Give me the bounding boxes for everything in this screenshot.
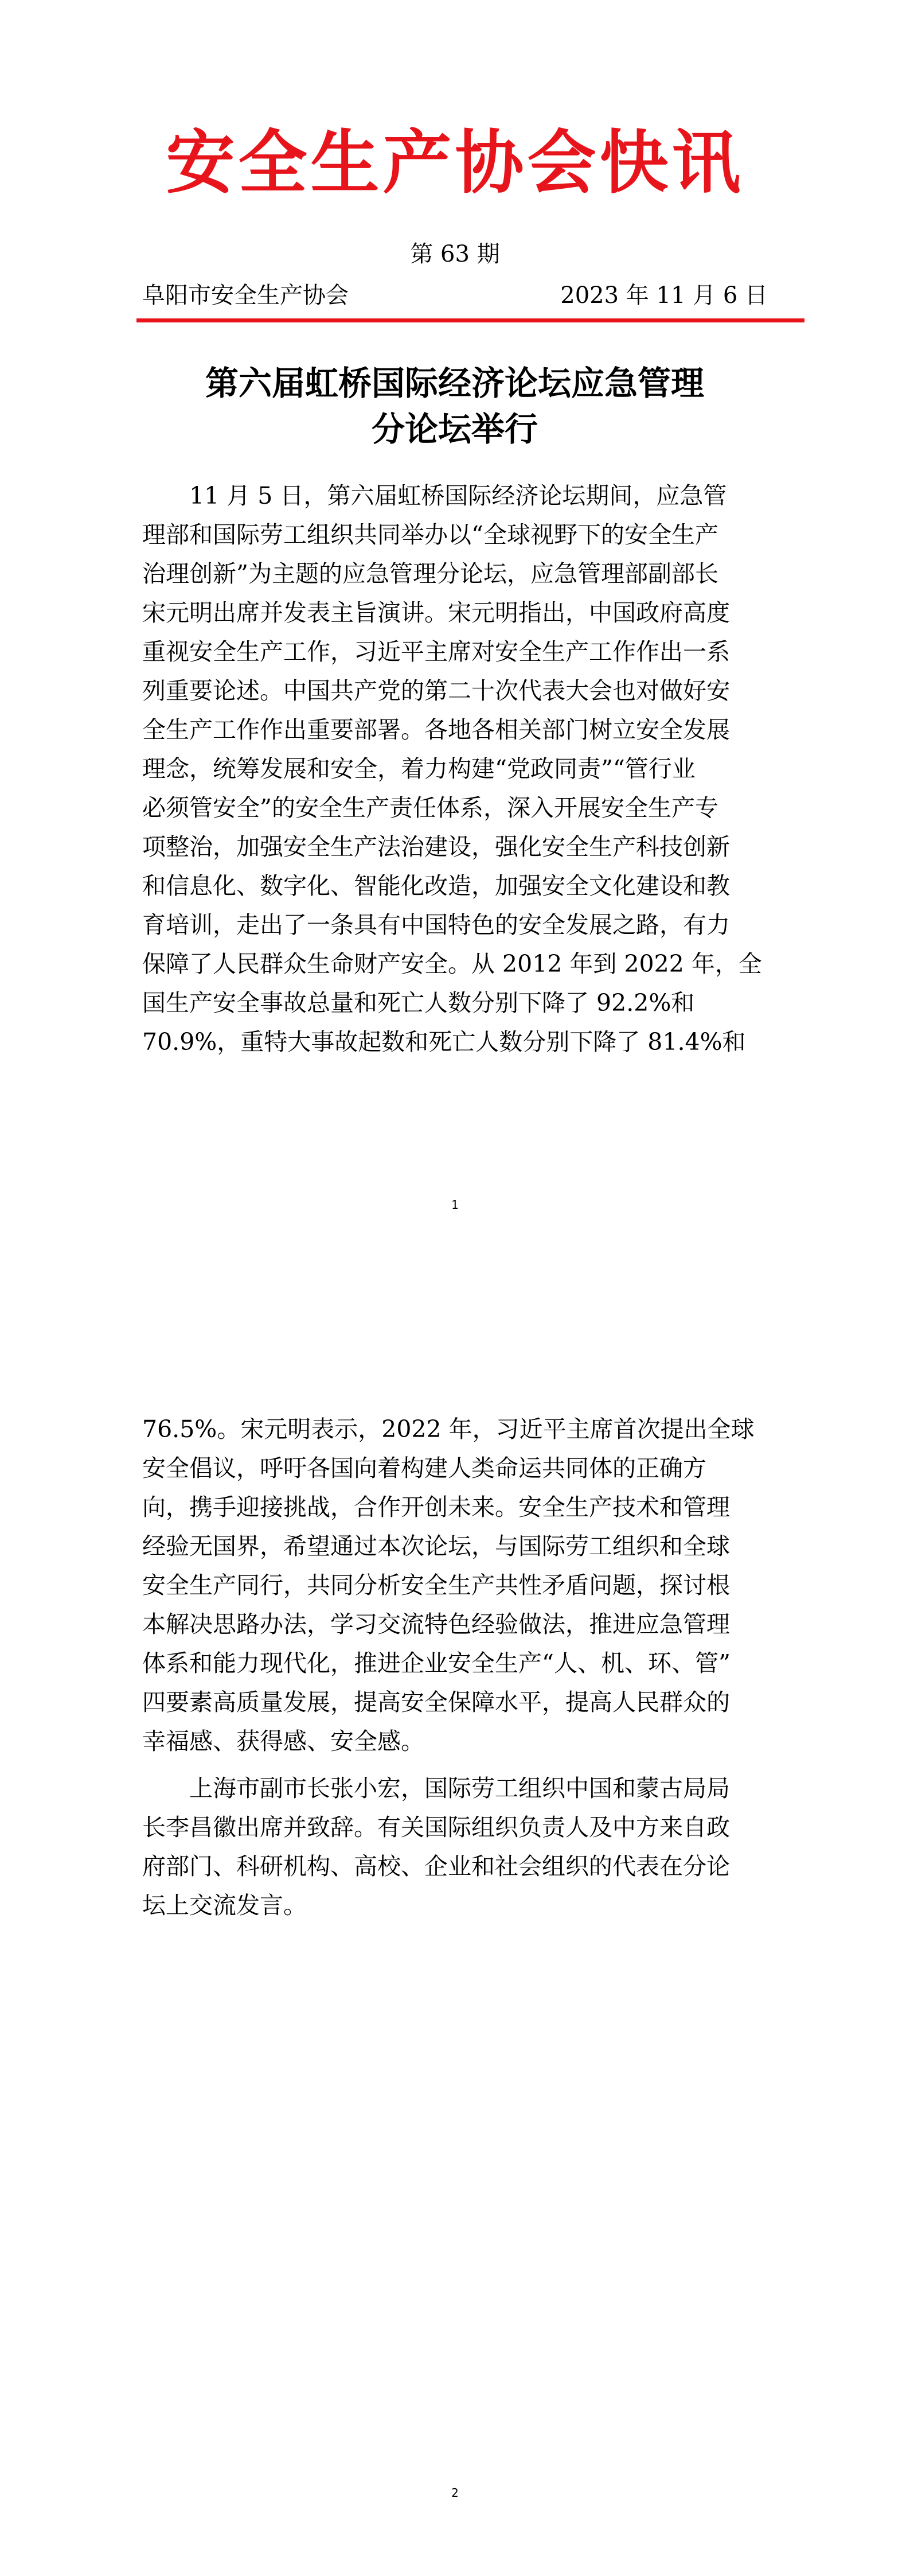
- body-text-line: 和信息化、数字化、智能化改造，加强安全文化建设和教: [142, 872, 730, 900]
- body-text-line: 国生产安全事故总量和死亡人数分别下降了 92.2%和: [142, 989, 695, 1017]
- body-text-line: 重视安全生产工作，习近平主席对安全生产工作作出一系: [142, 638, 730, 666]
- body-text-line: 理念，统筹发展和安全，着力构建“党政同责”“管行业: [142, 755, 696, 783]
- body-text-line: 向，携手迎接挑战，合作开创未来。安全生产技术和管理: [142, 1493, 730, 1521]
- body-text-line: 70.9%，重特大事故起数和死亡人数分别下降了 81.4%和: [142, 1028, 746, 1056]
- issue-number: 第 63 期: [410, 241, 500, 267]
- article-title-line-2: 分论坛举行: [371, 410, 538, 449]
- document-page-2: [0, 1288, 910, 2576]
- page-number-1: 1: [451, 1198, 459, 1212]
- body-text-line: 全生产工作作出重要部署。各地各相关部门树立安全发展: [142, 716, 730, 744]
- body-text-line: 治理创新”为主题的应急管理分论坛，应急管理部副部长: [142, 560, 718, 587]
- article-body-page-2: [142, 1410, 773, 1925]
- body-text-line: 坛上交流发言。: [142, 1892, 307, 1919]
- article-body-page-1: [142, 476, 773, 1061]
- body-text-line: 必须管安全”的安全生产责任体系，深入开展安全生产专: [142, 794, 718, 822]
- body-text-line: 理部和国际劳工组织共同举办以“全球视野下的安全生产: [142, 521, 718, 548]
- body-text-line: 经验无国界，希望通过本次论坛，与国际劳工组织和全球: [142, 1532, 730, 1560]
- body-text-line: 幸福感、获得感、安全感。: [142, 1727, 424, 1755]
- body-text-line: 宋元明出席并发表主旨演讲。宋元明指出，中国政府高度: [142, 599, 730, 627]
- body-text-line: 列重要论述。中国共产党的第二十次代表大会也对做好安: [142, 677, 730, 705]
- body-text-line: 四要素高质量发展，提高安全保障水平，提高人民群众的: [142, 1688, 730, 1716]
- page-number-2: 2: [451, 2486, 459, 2500]
- body-text-line: 育培训，走出了一条具有中国特色的安全发展之路，有力: [142, 911, 730, 939]
- masthead-divider: [136, 318, 804, 322]
- article-title-line-1: 第六届虹桥国际经济论坛应急管理: [205, 364, 704, 403]
- body-text-line: 保障了人民群众生命财产安全。从 2012 年到 2022 年，全: [142, 950, 762, 978]
- newsletter-masthead: 安全生产协会快讯: [166, 123, 744, 203]
- body-text-line: 本解决思路办法，学习交流特色经验做法，推进应急管理: [142, 1610, 730, 1638]
- body-text-line: 体系和能力现代化，推进企业安全生产“人、机、环、管”: [142, 1649, 731, 1677]
- article-title: [136, 360, 773, 452]
- body-text-line: 11 月 5 日，第六届虹桥国际经济论坛期间，应急管: [142, 482, 727, 509]
- body-text-line: 安全生产同行，共同分析安全生产共性矛盾问题，探讨根: [142, 1571, 730, 1599]
- body-text-line: 安全倡议，呼吁各国向着构建人类命运共同体的正确方: [142, 1454, 706, 1482]
- publication-date: 2023 年 11 月 6 日: [560, 282, 768, 309]
- body-text-line: 府部门、科研机构、高校、企业和社会组织的代表在分论: [142, 1853, 730, 1880]
- publisher-organization: 阜阳市安全生产协会: [142, 282, 349, 309]
- paragraph-gap: [142, 1761, 773, 1769]
- body-text-line: 上海市副市长张小宏，国际劳工组织中国和蒙古局局: [142, 1775, 730, 1802]
- body-text-line: 长李昌徽出席并致辞。有关国际组织负责人及中方来自政: [142, 1814, 730, 1841]
- body-text-line: 76.5%。宋元明表示，2022 年，习近平主席首次提出全球: [142, 1415, 755, 1443]
- body-text-line: 项整治，加强安全生产法治建设，强化安全生产科技创新: [142, 833, 730, 861]
